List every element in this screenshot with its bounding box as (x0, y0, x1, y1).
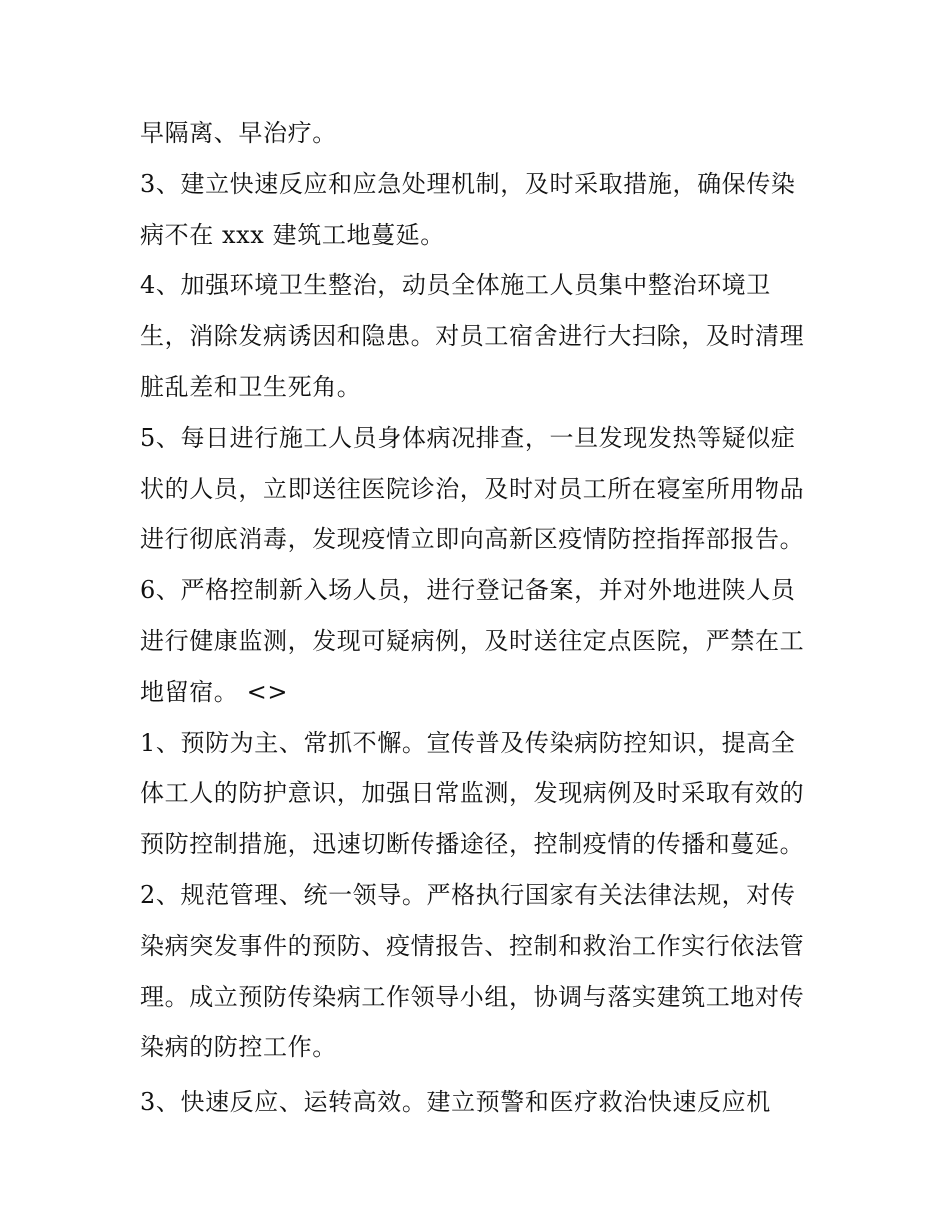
text-line: 4、加强环境卫生整治，动员全体施工人员集中整治环境卫 (140, 271, 771, 300)
text-line: 6、严格控制新入场人员，进行登记备案，并对外地进陕人员 (140, 576, 796, 605)
text-line: 3、建立快速反应和应急处理机制，及时采取措施，确保传染 (140, 169, 796, 198)
text-line: 病不在 xxx 建筑工地蔓延。 (140, 220, 445, 249)
text-line: 染病突发事件的预防、疫情报告、控制和救治工作实行依法管 (140, 931, 805, 960)
text-line: 理。成立预防传染病工作领导小组，协调与落实建筑工地对传 (140, 982, 805, 1011)
text-line: 1、预防为主、常抓不懈。宣传普及传染病防控知识，提高全 (140, 728, 796, 757)
text-line: 预防控制措施，迅速切断传播途径，控制疫情的传播和蔓延。 (140, 830, 805, 859)
text-line: 进行彻底消毒，发现疫情立即向高新区疫情防控指挥部报告。 (140, 525, 805, 554)
text-line: 生，消除发病诱因和隐患。对员工宿舍进行大扫除，及时清理 (140, 322, 805, 351)
text-line: 状的人员，立即送往医院诊治，及时对员工所在寝室所用物品 (140, 474, 805, 503)
text-line: 5、每日进行施工人员身体病况排查，一旦发现发热等疑似症 (140, 423, 796, 452)
text-line: 染病的防控工作。 (140, 1033, 337, 1062)
text-line: 体工人的防护意识，加强日常监测，发现病例及时采取有效的 (140, 779, 805, 808)
text-line: 进行健康监测，发现可疑病例，及时送往定点医院，严禁在工 (140, 626, 805, 655)
text-line: 地留宿。 <> (140, 677, 289, 706)
text-line: 早隔离、早治疗。 (140, 119, 337, 147)
text-line: 2、规范管理、统一领导。严格执行国家有关法律法规，对传 (140, 880, 796, 909)
text-line: 3、快速反应、运转高效。建立预警和医疗救治快速反应机 (140, 1088, 771, 1117)
text-line: 脏乱差和卫生死角。 (140, 372, 362, 401)
body-text (140, 108, 820, 1128)
